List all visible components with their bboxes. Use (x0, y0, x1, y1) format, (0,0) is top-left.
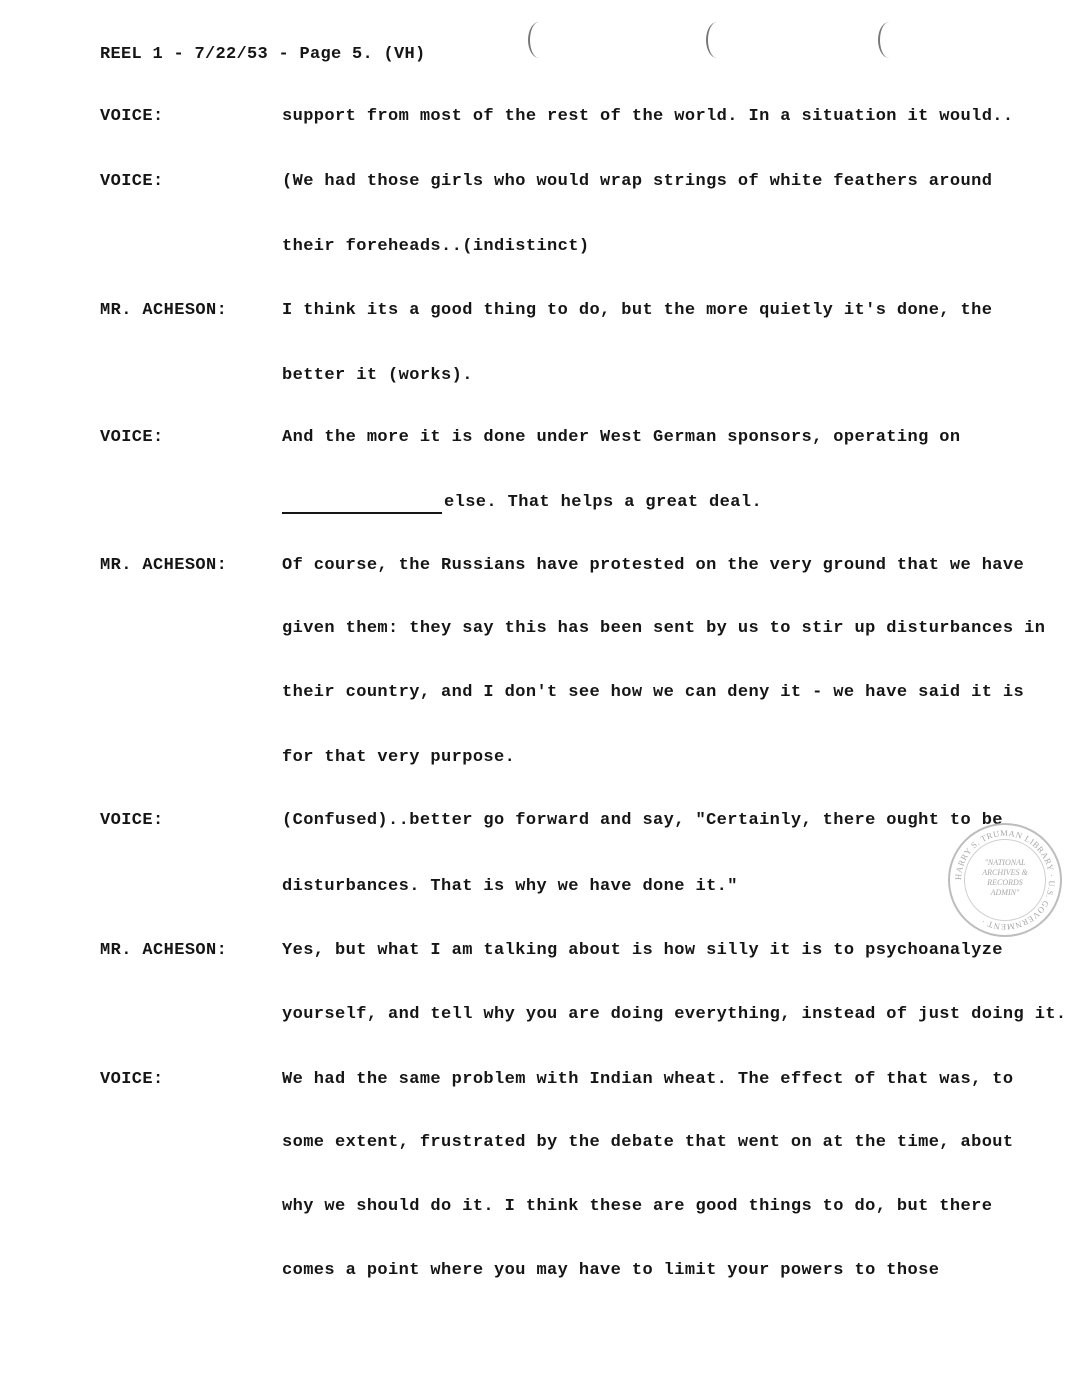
transcript-line: (We had those girls who would wrap strings of white feathers around (282, 172, 993, 191)
speaker-label: VOICE: (100, 172, 164, 191)
stamp-center-line: ADMIN" (990, 888, 1020, 897)
speaker-label: VOICE: (100, 107, 164, 126)
stamp-center-line: "NATIONAL (984, 858, 1026, 867)
speaker-label: VOICE: (100, 811, 164, 830)
stamp-ring-textpath: HARRY S. TRUMAN LIBRARY · U.S. GOVERNMENT · (952, 827, 1058, 933)
stamp-center-line: ARCHIVES & (982, 868, 1028, 877)
punch-hole-mark (878, 22, 900, 58)
transcript-line: for that very purpose. (282, 748, 516, 767)
speaker-label: MR. ACHESON: (100, 941, 228, 960)
transcript-line: why we should do it. I think these are good things to do, but there (282, 1197, 993, 1216)
transcript-line: given them: they say this has been sent by us to stir up disturbances in (282, 619, 1046, 638)
transcript-line: disturbances. That is why we have done it." (282, 877, 738, 896)
transcript-line: else. That helps a great deal. (444, 493, 763, 512)
transcript-line: Of course, the Russians have protested on the very ground that we have (282, 556, 1025, 575)
transcript-line: (Confused)..better go forward and say, "Certainly, there ought to be (282, 811, 1003, 830)
transcript-line: comes a point where you may have to limit your powers to those (282, 1261, 940, 1280)
transcript-line: better it (works). (282, 366, 473, 385)
transcript-line: support from most of the rest of the world. In a situation it would.. (282, 107, 1014, 126)
punch-hole-mark (528, 22, 550, 58)
transcript-line: their foreheads..(indistinct) (282, 237, 590, 256)
transcript-line: And the more it is done under West German sponsors, operating on (282, 428, 961, 447)
punch-hole-mark (706, 22, 728, 58)
fill-in-blank-line (282, 512, 442, 514)
archive-stamp (948, 823, 1062, 937)
stamp-center-text (972, 858, 1038, 898)
transcript-line: We had the same problem with Indian wheat. The effect of that was, to (282, 1070, 1014, 1089)
transcript-line: yourself, and tell why you are doing everything, instead of just doing it. (282, 1005, 1067, 1024)
transcript-line: their country, and I don't see how we can deny it - we have said it is (282, 683, 1025, 702)
speaker-label: VOICE: (100, 1070, 164, 1089)
speaker-label: MR. ACHESON: (100, 301, 228, 320)
transcript-line: some extent, frustrated by the debate that went on at the time, about (282, 1133, 1014, 1152)
transcript-line: I think its a good thing to do, but the more quietly it's done, the (282, 301, 993, 320)
page-header: REEL 1 - 7/22/53 - Page 5. (VH) (100, 45, 426, 64)
speaker-label: VOICE: (100, 428, 164, 447)
stamp-center-line: RECORDS (987, 878, 1023, 887)
speaker-label: MR. ACHESON: (100, 556, 228, 575)
transcript-line: Yes, but what I am talking about is how silly it is to psychoanalyze (282, 941, 1003, 960)
